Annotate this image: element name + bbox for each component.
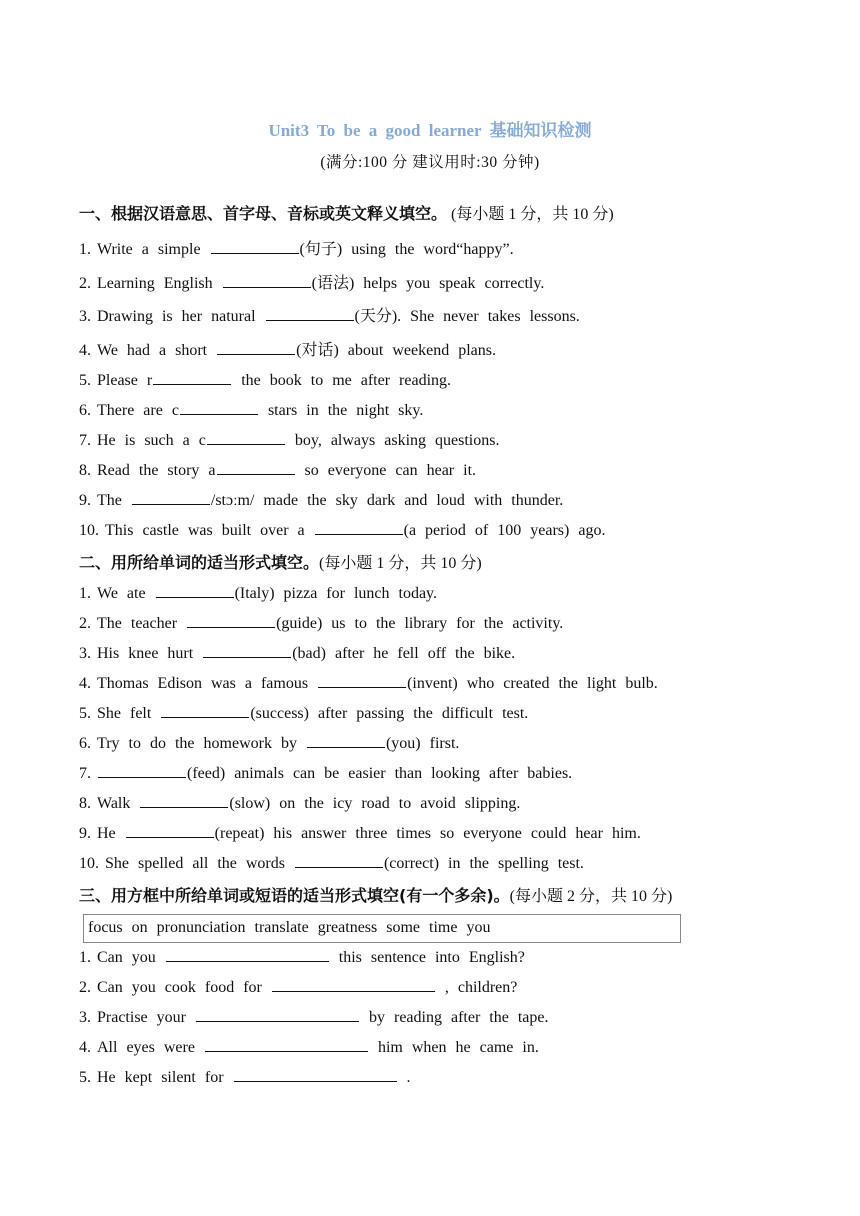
question-number: 5. [79, 705, 91, 722]
question-text: /stɔːm/ made the sky dark and loud with thunder. [210, 492, 564, 509]
answer-blank[interactable] [307, 733, 385, 748]
question-number: 6. [79, 402, 91, 419]
question-text: , children? [444, 979, 518, 996]
question-number: 4. [79, 342, 91, 359]
answer-blank[interactable] [318, 673, 406, 688]
question-text: (句子) using the word“happy”. [299, 241, 514, 258]
question-text: so everyone can hear it. [304, 462, 477, 479]
question-text: She spelled all the words [105, 855, 285, 872]
question-text: Please r [97, 372, 153, 389]
question-text: We ate [97, 585, 146, 602]
answer-blank[interactable] [153, 370, 231, 385]
answer-blank[interactable] [211, 239, 299, 254]
question-item [79, 673, 658, 693]
question-text: (invent) who created the light bulb. [407, 675, 658, 692]
question-number: 2. [79, 979, 91, 996]
question-text: Thomas Edison was a famous [97, 675, 309, 692]
question-item [79, 977, 517, 997]
question-number: 5. [79, 372, 91, 389]
question-item [79, 430, 499, 450]
question-number: 9. [79, 825, 91, 842]
question-number: 9. [79, 492, 91, 509]
answer-blank[interactable] [156, 583, 234, 598]
question-number: 1. [79, 241, 91, 258]
answer-blank[interactable] [266, 306, 354, 321]
question-number: 10. [79, 855, 99, 872]
question-text: (guide) us to the library for the activity. [276, 615, 564, 632]
answer-blank[interactable] [161, 703, 249, 718]
question-text: We had a short [97, 342, 208, 359]
question-text: boy, always asking questions. [294, 432, 500, 449]
question-number: 5. [79, 1069, 91, 1086]
section-2-heading [79, 550, 482, 573]
question-item [79, 370, 451, 390]
question-item [79, 1007, 548, 1027]
question-text: Walk [97, 795, 131, 812]
question-text: Practise your [97, 1009, 186, 1026]
answer-blank[interactable] [217, 340, 295, 355]
question-text: He kept silent for [97, 1069, 224, 1086]
question-text: The teacher [97, 615, 178, 632]
question-item [79, 853, 584, 873]
question-text: (对话) about weekend plans. [296, 342, 496, 359]
question-number: 3. [79, 308, 91, 325]
section-2-heading-text: 二、用所给单词的适当形式填空。 [79, 553, 320, 572]
question-number: 1. [79, 949, 91, 966]
question-text: (a period of 100 years) ago. [403, 522, 606, 539]
question-text: Write a simple [97, 241, 201, 258]
answer-blank[interactable] [203, 643, 291, 658]
question-text: There are c [97, 402, 179, 419]
question-item [79, 337, 496, 360]
question-number: 4. [79, 675, 91, 692]
question-item [79, 823, 641, 843]
question-text: His knee hurt [97, 645, 194, 662]
question-text: (slow) on the icy road to avoid slipping. [229, 795, 521, 812]
question-text: (Italy) pizza for lunch today. [234, 585, 438, 602]
answer-blank[interactable] [132, 490, 210, 505]
question-number: 10. [79, 522, 99, 539]
question-text: Read the story a [97, 462, 216, 479]
question-text: Drawing is her natural [97, 308, 256, 325]
question-item [79, 490, 563, 510]
question-text: him when he came in. [377, 1039, 539, 1056]
answer-blank[interactable] [217, 460, 295, 475]
answer-blank[interactable] [223, 273, 311, 288]
answer-blank[interactable] [126, 823, 214, 838]
section-3-heading [79, 883, 672, 906]
question-item [79, 703, 528, 723]
section-1-points: (每小题 1 分，共 10 分) [447, 206, 614, 223]
question-text: (天分). She never takes lessons. [354, 308, 580, 325]
question-text: (correct) in the spelling test. [383, 855, 584, 872]
question-text: Can you [97, 949, 156, 966]
answer-blank[interactable] [196, 1007, 359, 1022]
question-text: (you) first. [385, 735, 460, 752]
section-3-points: (每小题 2 分，共 10 分) [509, 888, 673, 905]
question-item [79, 733, 459, 753]
question-item [79, 583, 437, 603]
question-number: 2. [79, 615, 91, 632]
answer-blank[interactable] [180, 400, 258, 415]
question-number: 7. [79, 432, 91, 449]
section-3-heading-text: 三、用方框中所给单词或短语的适当形式填空(有一个多余)。 [79, 886, 510, 905]
question-text: Try to do the homework by [97, 735, 297, 752]
question-number: 2. [79, 275, 91, 292]
question-text: He [97, 825, 116, 842]
question-text: She felt [97, 705, 152, 722]
question-item [79, 763, 572, 783]
question-number: 8. [79, 795, 91, 812]
word-bank-box: focus on pronunciation translate greatness some time you [83, 914, 681, 943]
question-text: by reading after the tape. [368, 1009, 549, 1026]
answer-blank[interactable] [98, 763, 186, 778]
question-number: 3. [79, 645, 91, 662]
question-text: The [97, 492, 122, 509]
answer-blank[interactable] [187, 613, 275, 628]
question-text: All eyes were [97, 1039, 195, 1056]
question-item [79, 1037, 539, 1057]
answer-blank[interactable] [205, 1037, 368, 1052]
question-item [79, 460, 476, 480]
question-number: 7. [79, 765, 91, 782]
question-item [79, 303, 580, 326]
question-text: This castle was built over a [105, 522, 305, 539]
answer-blank[interactable] [140, 793, 228, 808]
question-number: 3. [79, 1009, 91, 1026]
question-text: stars in the night sky. [267, 402, 424, 419]
section-1-heading-text: 一、根据汉语意思、首字母、音标或英文释义填空。 [79, 204, 448, 223]
question-text: Learning English [97, 275, 213, 292]
answer-blank[interactable] [234, 1067, 397, 1082]
question-item [79, 270, 544, 293]
answer-blank[interactable] [207, 430, 285, 445]
question-item [79, 947, 525, 967]
question-text: this sentence into English? [338, 949, 525, 966]
question-item [79, 1067, 411, 1087]
answer-blank[interactable] [315, 520, 403, 535]
question-item [79, 643, 515, 663]
question-number: 4. [79, 1039, 91, 1056]
question-text: the book to me after reading. [241, 372, 452, 389]
question-text: Can you cook food for [97, 979, 262, 996]
answer-blank[interactable] [272, 977, 435, 992]
question-number: 1. [79, 585, 91, 602]
question-text: (语法) helps you speak correctly. [311, 275, 545, 292]
question-number: 8. [79, 462, 91, 479]
question-item [79, 613, 563, 633]
question-item [79, 400, 423, 420]
question-text: (feed) animals can be easier than looking after babies. [187, 765, 573, 782]
page-title: Unit3 To be a good learner 基础知识检测 [268, 121, 592, 140]
question-text: He is such a c [97, 432, 206, 449]
answer-blank[interactable] [166, 947, 329, 962]
question-item [79, 236, 514, 259]
question-number: 6. [79, 735, 91, 752]
question-item [79, 793, 520, 813]
section-1-heading [79, 201, 614, 224]
question-text: (repeat) his answer three times so everyone could hear him. [214, 825, 641, 842]
question-text: (bad) after he fell off the bike. [292, 645, 516, 662]
answer-blank[interactable] [295, 853, 383, 868]
page-subtitle: (满分:100 分 建议用时:30 分钟) [320, 154, 540, 171]
question-text: (success) after passing the difficult test. [250, 705, 529, 722]
section-2-points: (每小题 1 分，共 10 分) [319, 555, 482, 572]
question-text: . [406, 1069, 411, 1086]
question-item [79, 520, 605, 540]
